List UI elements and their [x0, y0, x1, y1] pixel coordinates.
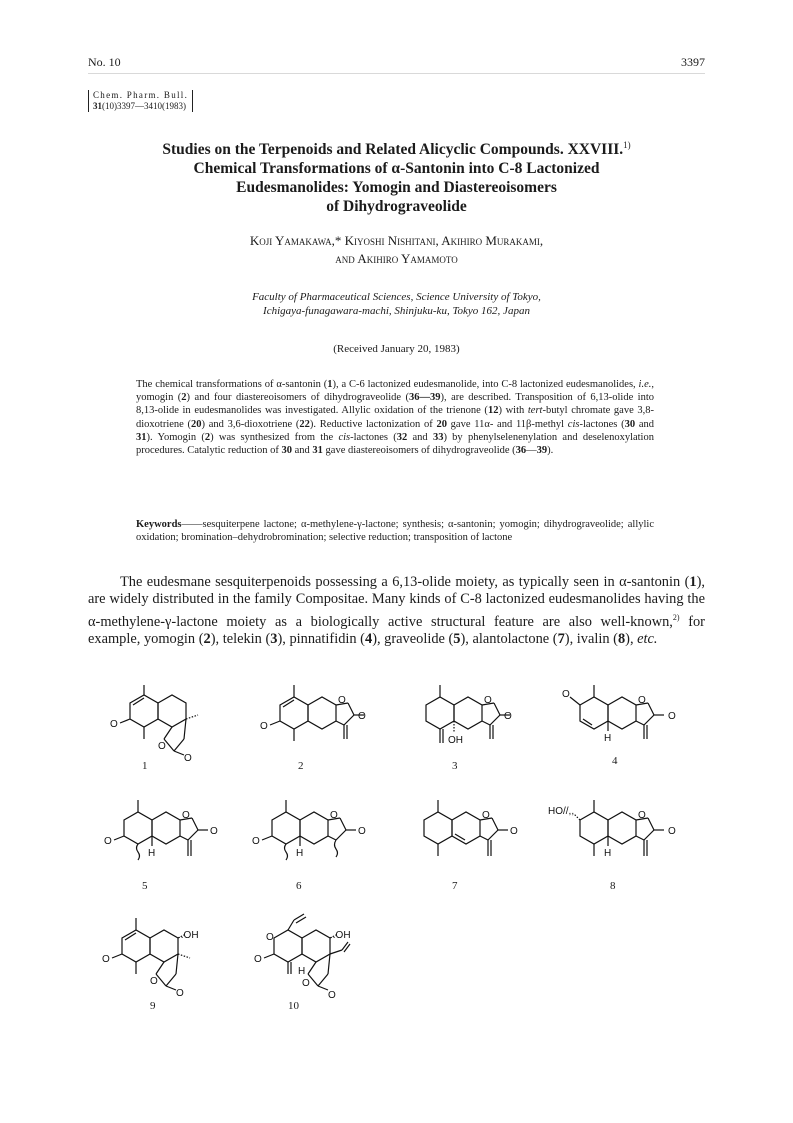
svg-text:O: O [504, 711, 512, 722]
structure-1 [108, 685, 218, 765]
svg-text:H: H [604, 848, 612, 859]
article-title [88, 136, 705, 216]
svg-text:O: O [104, 836, 112, 847]
header-rule [88, 73, 705, 74]
running-header-issue: No. 10 [88, 55, 121, 69]
abstract: The chemical transformations of α-santonin (1), a C-6 lactonized eudesmanolide, into C-8 lactonized eudesmanolides, i.e., yomogin (2) and four diastereoisomers of dihydrograveolide (36—39), are described. Transposition of 6,13-olide into 8,13-olide in eudesmanolides was investigated. Allylic oxidation of the trienone (12) with tert-butyl chromate gave 3,8-dioxotriene (20) and 3,6-dioxotriene (22). Reductive lactonization of 20 gave 11α- and 11β-methyl cis-lactones (30 and 31). Yomogin (2) was synthesized from the cis-lactones (32 and 33) by phenylselenenylation and deselenoxylation procedures. Catalytic reduction of 30 and 31 gave diastereoisomers of dihydrograveolide (36—39). [136, 379, 654, 457]
svg-text:O: O [638, 695, 646, 706]
body-paragraph: The eudesmane sesquiterpenoids possessing a 6,13-olide moiety, as typically seen in α-santonin (1), are widely distributed in the family Compositae. Many kinds of C-8 lactonized eudesmanolides having the α-methylene-γ-lactone moiety as a biologically active structural feature are also well-known,$^{2)}$ for example, yomogin (2), telekin (3), pinnatifidin (4), graveolide (5), alantolactone (7), ivalin (8), etc. [88, 574, 705, 648]
affiliation: Faculty of Pharmaceutical Sciences, Science University of Tokyo, Ichigaya-funagawara-machi, Shinjuku-ku, Tokyo 162, Japan [252, 291, 541, 317]
structure-8 [548, 800, 683, 880]
svg-text:O: O [110, 719, 118, 730]
structure-label-1: 1 [142, 760, 148, 772]
structure-label-4: 4 [612, 755, 618, 767]
svg-text:O: O [358, 826, 366, 837]
structure-label-7: 7 [452, 880, 458, 892]
journal-citation [88, 90, 193, 112]
svg-text:O: O [254, 954, 262, 965]
citation-journal: Chem. Pharm. Bull. [93, 90, 189, 100]
svg-text:O: O [184, 753, 192, 764]
structure-9 [100, 918, 225, 1003]
keywords-label: Keywords [136, 519, 182, 530]
svg-text:O: O [176, 988, 184, 999]
svg-text:..OH: ..OH [330, 930, 351, 941]
structure-4 [560, 685, 680, 765]
keywords-text: ——sesquiterpene lactone; α-methylene-γ-lactone; synthesis; α-santonin; yomogin; dihydrograveolide; allylic oxidation; bromination–dehydrobromination; selective reduction; transposition of lactone [136, 519, 654, 544]
svg-text:O: O [182, 810, 190, 821]
received-date: (Received January 20, 1983) [333, 343, 460, 355]
svg-text:H: H [604, 733, 612, 744]
svg-text:O: O [102, 954, 110, 965]
svg-text:O: O [260, 721, 268, 732]
svg-text:O: O [158, 741, 166, 752]
structure-2 [258, 685, 368, 765]
structure-5 [102, 800, 222, 880]
structure-label-8: 8 [610, 880, 616, 892]
structure-7 [418, 800, 528, 880]
svg-text:HO//,,: HO//,, [548, 806, 575, 817]
svg-text:H: H [296, 848, 304, 859]
title-footnote-ref: 1) [623, 140, 631, 150]
svg-text:H: H [148, 848, 156, 859]
structure-3 [420, 685, 530, 765]
svg-text:H: H [298, 966, 306, 977]
authors-line-2: and Akihiro Yamamoto [335, 251, 458, 266]
svg-text:O: O [668, 826, 676, 837]
page-number: 3397 [681, 55, 705, 69]
keywords [136, 518, 654, 544]
title-line-3: Eudesmanolides: Yomogin and Diastereoisomers [236, 179, 557, 197]
title-line-2: Chemical Transformations of α-Santonin into C-8 Lactonized [193, 160, 600, 178]
svg-text:O: O [150, 976, 158, 987]
svg-text:O: O [638, 810, 646, 821]
svg-text:O: O [482, 810, 490, 821]
svg-text:O: O [510, 826, 518, 837]
citation-volume-pages: 31(10)3397—3410(1983) [93, 101, 186, 111]
svg-text:O: O [266, 932, 274, 943]
structure-10 [252, 910, 377, 1005]
svg-text:O: O [210, 826, 218, 837]
authors-line-1: Koji Yamakawa,* Kiyoshi Nishitani, Akihiro Murakami, [249, 233, 544, 248]
title-line-4: of Dihydrograveolide [326, 198, 467, 216]
authors [88, 232, 705, 268]
svg-text:OH: OH [448, 735, 463, 746]
structure-label-2: 2 [298, 760, 304, 772]
structure-6 [250, 800, 370, 880]
title-line-1: Studies on the Terpenoids and Related Alicyclic Compounds. XXVIII.$^{1)}$ [162, 140, 631, 159]
structure-label-5: 5 [142, 880, 148, 892]
svg-text:O: O [358, 711, 366, 722]
svg-text:O: O [338, 695, 346, 706]
svg-text:O: O [562, 689, 570, 700]
structure-label-3: 3 [452, 760, 458, 772]
structure-label-9: 9 [150, 1000, 156, 1012]
svg-text:..OH: ..OH [178, 930, 199, 941]
svg-text:O: O [330, 810, 338, 821]
svg-text:O: O [668, 711, 676, 722]
structure-label-10: 10 [288, 1000, 299, 1012]
structure-label-6: 6 [296, 880, 302, 892]
svg-text:O: O [484, 695, 492, 706]
svg-text:O: O [302, 978, 310, 989]
svg-text:O: O [328, 990, 336, 1001]
svg-text:O: O [252, 836, 260, 847]
